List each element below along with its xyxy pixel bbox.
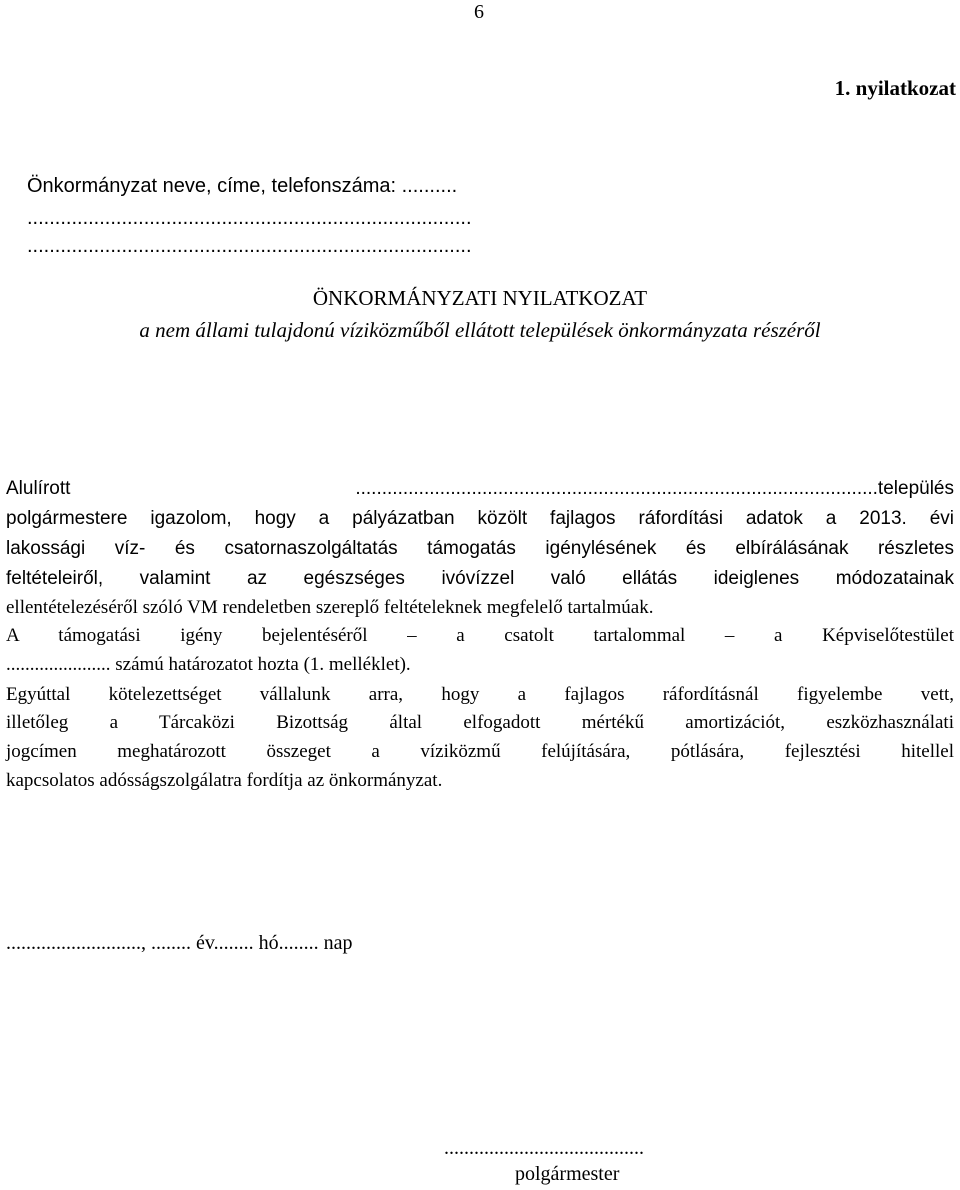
document-title: ÖNKORMÁNYZATI NYILATKOZAT (312, 286, 648, 310)
body-line-7: ...................... számú határozatot hozta (1. melléklet). (6, 654, 411, 675)
page-number: 6 (474, 1, 484, 23)
body-line-5: ellentételezéséről szóló VM rendeletben szereplő feltételeknek megfelelő tartalmúak. (6, 597, 654, 618)
statement-number: 1. nyilatkozat (834, 76, 956, 100)
signature-place-date: ..........................., ........ év........ hó........ nap (6, 932, 353, 954)
body-line-9: illetőleg a Tárcaközi Bizottság által elfogadott mértékű amortizációt, eszközhasználati (6, 712, 954, 733)
body-line-2: polgármestere igazolom, hogy a pályázatban közölt fajlagos ráfordítási adatok a 2013. évi (6, 508, 954, 529)
signature-line: ........................................ (444, 1137, 644, 1159)
signature-title: polgármester (515, 1163, 620, 1185)
body-line-6: A támogatási igény bejelentéséről – a csatolt tartalommal – a Képviselőtestület (6, 625, 954, 646)
municipality-field-line-2: ................................................................................ (27, 207, 472, 229)
body-line-3: lakossági víz- és csatornaszolgáltatás támogatás igénylésének és elbírálásának részletes (6, 538, 954, 559)
body-line-4: feltételeiről, valamint az egészséges ivóvízzel való ellátás ideiglenes módozatainak (6, 568, 954, 589)
document-subtitle: a nem állami tulajdonú víziközműből ellátott települések önkormányzata részéről (139, 318, 821, 342)
body-line-10: jogcímen meghatározott összeget a víziközmű felújítására, pótlására, fejlesztési hitellel (6, 741, 954, 762)
body-line-1: Alulírott ...................................................................................................település (6, 478, 954, 499)
body-line-8: Egyúttal kötelezettséget vállalunk arra, hogy a fajlagos ráfordításnál figyelembe vett, (6, 684, 954, 705)
body-line-11: kapcsolatos adósságszolgálatra fordítja az önkormányzat. (6, 770, 443, 791)
municipality-field-line-1: Önkormányzat neve, címe, telefonszáma: .......... (27, 175, 458, 197)
municipality-field-line-3: ................................................................................ (27, 235, 472, 257)
